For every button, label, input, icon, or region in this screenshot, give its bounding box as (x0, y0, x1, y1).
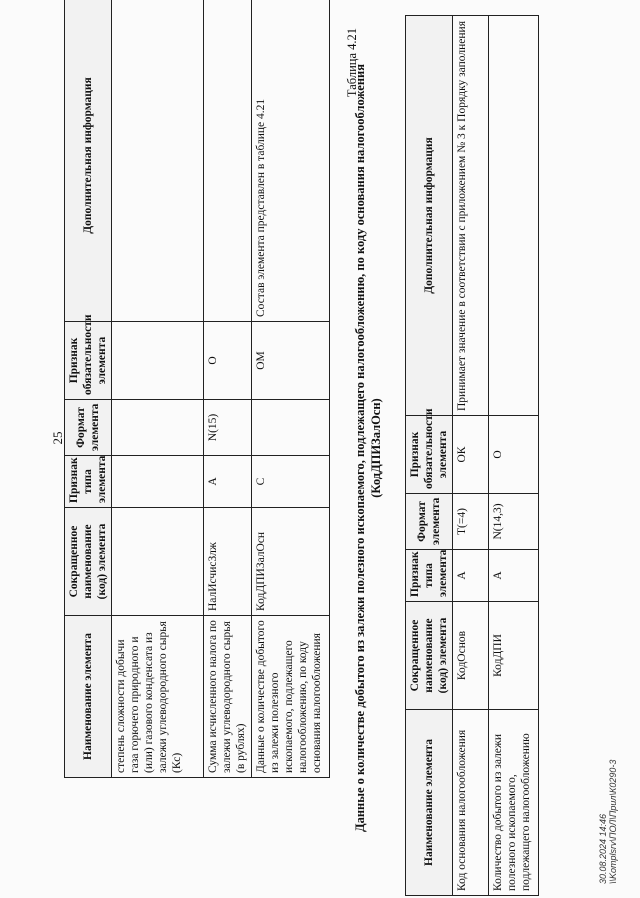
table-continued (64, 0, 330, 778)
table-number: Таблица 4.21 (345, 28, 359, 98)
table-cell (112, 400, 204, 456)
header-cell: Дополнительная информация (406, 16, 453, 416)
table-cell: Данные о количестве добытого из залежи полезного ископаемого, подлежащего налогообложению, по коду основания налогообложения (252, 616, 330, 778)
table-cell: Количество добытого из залежи полезного ископаемого, подлежащего налогообложению (489, 710, 539, 896)
table-cell: Принимает значение в соответствии с приложением № 3 к Порядку заполнения (453, 16, 489, 416)
stamp-date: 30.08.2024 14:46 (598, 813, 608, 884)
table-cell: Т(=4) (453, 494, 489, 550)
table-cell: НалИсчисЗлж (204, 508, 252, 616)
table-cell: А (204, 456, 252, 508)
header-cell: Формат элемента (406, 494, 453, 550)
table-cell: ОК (453, 416, 489, 494)
table-cell: ОМ (252, 322, 330, 400)
header-cell: Наименование элемента (65, 616, 112, 778)
header-cell: Признак обязательности элемента (406, 416, 453, 494)
table-cell (112, 508, 204, 616)
table-cell (489, 16, 539, 416)
table-row (453, 16, 489, 896)
table-cell: О (489, 416, 539, 494)
table-cell: степень сложности добычи газа горючего природного и (или) газового конденсата из залежи углеводородного сырья (Кс) (112, 616, 204, 778)
table-cell (112, 0, 204, 322)
table-cell: Код основания налогообложения (453, 710, 489, 896)
table-title: Данные о количестве добытого из залежи полезного ископаемого, подлежащего налогообложению, по коду основания налогообложения (КодДПИЗалОсн) (353, 63, 383, 833)
table-4-21 (405, 15, 539, 896)
header-cell: Признак обязательности элемента (65, 322, 112, 400)
header-cell: Сокращенное наименование (код) элемента (65, 508, 112, 616)
file-stamp (598, 760, 618, 884)
table-cell (252, 400, 330, 456)
header-cell: Дополнительная информация (65, 0, 112, 322)
table-header-row (406, 16, 453, 896)
table-row (204, 0, 252, 778)
table-cell: КодОснов (453, 602, 489, 710)
header-cell: Признак типа элемента (406, 550, 453, 602)
stamp-path: \\Komplsrv\ПОЛ\Прил\К0290-3 (608, 759, 618, 884)
header-cell: Признак типа элемента (65, 456, 112, 508)
table-cell: А (489, 550, 539, 602)
table-cell: N(14,3) (489, 494, 539, 550)
table-row (489, 16, 539, 896)
table-cell (112, 322, 204, 400)
table-cell: КодДПИЗалОсн (252, 508, 330, 616)
page-number: 25 (50, 431, 65, 445)
table-row (252, 0, 330, 778)
table-cell: Состав элемента представлен в таблице 4.21 (252, 0, 330, 322)
table-cell (112, 456, 204, 508)
table-cell: КодДПИ (489, 602, 539, 710)
table-cell: С (252, 456, 330, 508)
table-cell: N(15) (204, 400, 252, 456)
table-cell: А (453, 550, 489, 602)
table-row (112, 0, 204, 778)
table-cell: О (204, 322, 252, 400)
table-cell (204, 0, 252, 322)
header-cell: Сокращенное наименование (код) элемента (406, 602, 453, 710)
header-cell: Формат элемента (65, 400, 112, 456)
header-cell: Наименование элемента (406, 710, 453, 896)
table-header-row (65, 0, 112, 778)
table-cell: Сумма исчисленного налога по залежи углеводородного сырья (в рублях) (204, 616, 252, 778)
